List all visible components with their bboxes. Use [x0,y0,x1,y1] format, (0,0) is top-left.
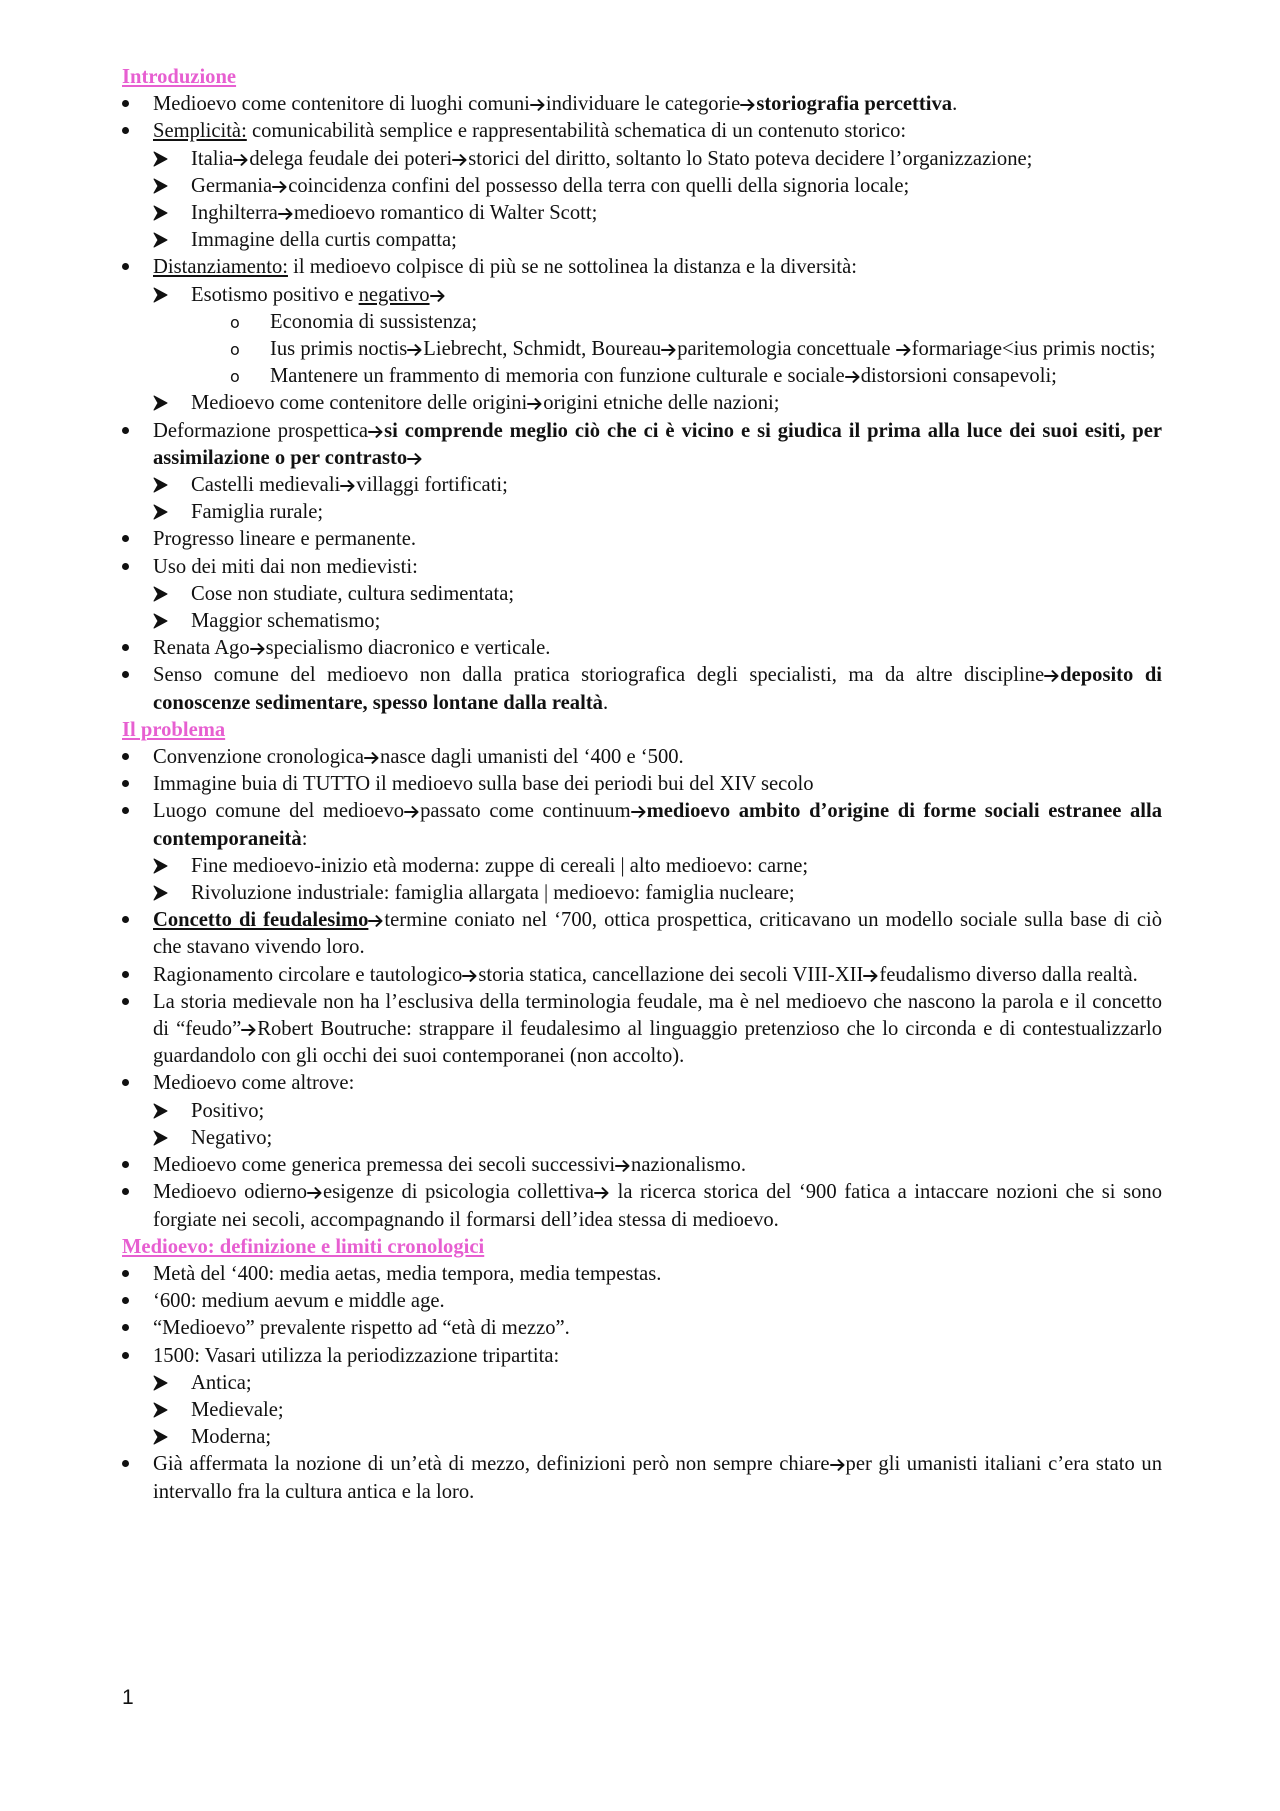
text-run: Luogo comune del medioevo [153,800,405,823]
right-arrow-icon [462,964,478,986]
sub-list-item [122,282,1162,309]
arrowhead-bullet-icon [153,1125,168,1152]
text-run: delega feudale dei poteri [249,147,453,170]
text-run: Medioevo come generica premessa dei secoli successivi [153,1154,616,1177]
text-run: Germania [191,174,273,197]
right-arrow-icon [830,1453,846,1475]
text-run: passato come continuum [420,800,631,823]
right-arrow-icon [241,1018,257,1040]
text-run: villaggi fortificati; [356,474,508,497]
text-run: si comprende meglio ciò che ci è vicino e si giudica il prima alla luce dei suoi esiti, per assimilazione o per contrasto [153,419,1163,469]
text-run: Cose non studiate, cultura sedimentata; [191,582,515,605]
list-item [122,526,1162,553]
text-run: “Medioevo” prevalente rispetto ad “età di mezzo”. [153,1317,570,1340]
arrowhead-bullet-icon [153,499,168,526]
text-run: Esotismo positivo e [191,283,359,306]
arrowhead-bullet-icon [153,282,168,309]
filled-circle-bullet-icon [122,1070,129,1097]
text-run: Deformazione prospettica [153,419,369,442]
list-item [122,554,1162,581]
sub-list-item [122,1098,1162,1125]
section-heading: Medioevo: definizione e limiti cronologici [122,1235,485,1258]
text-run: formariage<ius primis noctis; [911,338,1156,361]
arrowhead-bullet-icon [153,472,168,499]
text-run: Castelli medievali [191,474,341,497]
sub-list-item [122,227,1162,254]
sub-list-item [122,173,1162,200]
sub-list-item [122,608,1162,635]
right-arrow-icon [407,447,423,469]
text-run: Uso dei miti dai non medievisti: [153,555,418,578]
text-run: medioevo ambito d’origine di forme sociali estranee alla contemporaneità [153,800,1163,850]
text-run: Medievale; [191,1398,284,1421]
list-item [122,91,1162,118]
text-run: la ricerca storica del ‘900 fatica a intaccare nozioni che si sono forgiate nei secoli, accompagnando il formarsi dell’idea stessa di medioevo. [153,1181,1162,1231]
text-run: : [301,827,308,850]
text-run: esigenze di psicologia collettiva [323,1181,594,1204]
hollow-o-bullet-icon: o [230,340,240,360]
right-arrow-icon [661,338,677,360]
sub-list-item [122,581,1162,608]
text-run: Economia di sussistenza; [270,310,478,333]
text-run: Renata Ago [153,637,250,660]
text-run: individuare le categorie [545,93,741,116]
arrowhead-bullet-icon [153,1397,168,1424]
list-item [122,1315,1162,1342]
arrowhead-bullet-icon [153,227,168,254]
document-body [122,64,1162,1506]
filled-circle-bullet-icon [122,1288,129,1315]
filled-circle-bullet-icon [122,1343,129,1370]
list-item [122,962,1162,989]
arrowhead-bullet-icon [153,390,168,417]
text-run: storia statica, cancellazione dei secoli VIII-XII [478,963,864,986]
text-run: coincidenza confini del possesso della terra con quelli della signoria locale; [288,174,910,197]
text-run: Rivoluzione industriale: famiglia allargata | medioevo: famiglia nucleare; [191,882,795,905]
text-run: Progresso lineare e permanente. [153,528,417,551]
sub-list-item [122,499,1162,526]
text-run: Positivo; [191,1099,265,1122]
list-item [122,1070,1162,1097]
filled-circle-bullet-icon [122,526,129,553]
right-arrow-icon [250,637,266,659]
text-run: nazionalismo. [631,1154,747,1177]
text-run: Concetto di feudalesimo [153,909,369,932]
arrowhead-bullet-icon [153,200,168,227]
hollow-o-bullet-icon: o [230,312,240,332]
text-run: termine coniato nel ‘700, ottica prospettica, criticavano un modello sociale sulla base di ciò che stavano vivendo loro. [153,909,1163,959]
sub-list-item [122,1424,1162,1451]
text-run: per gli umanisti italiani c’era stato un intervallo fra la cultura antica e la loro. [153,1453,1162,1503]
filled-circle-bullet-icon [122,418,129,445]
list-item [122,1152,1162,1179]
text-run: deposito di conoscenze sedimentare, spesso lontane dalla realtà [153,664,1162,714]
filled-circle-bullet-icon [122,1179,129,1206]
text-run: feudalismo diverso dalla realtà. [879,963,1138,986]
filled-circle-bullet-icon [122,1261,129,1288]
hollow-o-bullet-icon: o [230,367,240,387]
right-arrow-icon [340,474,356,496]
right-arrow-icon [233,148,249,170]
text-run: . [602,691,609,714]
right-arrow-icon [452,148,468,170]
arrowhead-bullet-icon [153,608,168,635]
filled-circle-bullet-icon [122,771,129,798]
list-item [122,1451,1162,1505]
text-run: Moderna; [191,1426,272,1449]
sub-list-item [122,472,1162,499]
arrowhead-bullet-icon [153,173,168,200]
sub-sub-list-item [122,309,1162,336]
sub-list-item [122,200,1162,227]
text-run: distorsioni consapevoli; [860,365,1057,388]
right-arrow-icon [530,93,546,115]
arrowhead-bullet-icon [153,1370,168,1397]
list-item [122,1179,1162,1233]
list-item [122,744,1162,771]
text-run: Immagine buia di TUTTO il medioevo sulla base dei periodi bui del XIV secolo [153,773,814,796]
arrowhead-bullet-icon [153,1424,168,1451]
right-arrow-icon [896,338,912,360]
text-run: Medioevo come altrove: [153,1072,355,1095]
right-arrow-icon [368,420,384,442]
text-run: La storia medievale non ha l’esclusiva della terminologia feudale, ma è nel medioevo che nascono la parola e il concetto di “feudo” [153,990,1162,1041]
right-arrow-icon [368,909,384,931]
right-arrow-icon [307,1181,323,1203]
filled-circle-bullet-icon [122,118,129,145]
right-arrow-icon [272,175,288,197]
list-item [122,907,1162,961]
sub-list-item [122,853,1162,880]
text-run: Inghilterra [191,202,278,224]
text-run: origini etniche delle nazioni; [543,392,780,415]
text-run: Ius primis noctis [270,338,408,361]
text-run: comunicabilità semplice e rappresentabilità schematica di un contenuto storico: [246,120,907,143]
right-arrow-icon [364,746,380,768]
text-run: Fine medioevo-inizio età moderna: zuppe di cereali | alto medioevo: carne; [191,854,809,877]
arrowhead-bullet-icon [153,146,168,173]
sub-sub-list-item [122,363,1162,390]
text-run: Senso comune del medioevo non dalla pratica storiografica degli specialisti, ma da altre discipline [153,664,1045,687]
right-arrow-icon [594,1181,610,1203]
filled-circle-bullet-icon [122,989,129,1016]
right-arrow-icon [740,93,756,115]
text-run: specialismo diacronico e verticale. [265,637,551,660]
arrowhead-bullet-icon [153,880,168,907]
filled-circle-bullet-icon [122,91,129,118]
filled-circle-bullet-icon [122,635,129,662]
text-run: Metà del ‘400: media aetas, media tempora, media tempestas. [153,1262,662,1285]
text-run: storiografia percettiva [756,93,953,116]
filled-circle-bullet-icon [122,1152,129,1179]
sub-list-item [122,1125,1162,1152]
filled-circle-bullet-icon [122,1315,129,1342]
arrowhead-bullet-icon [153,581,168,608]
right-arrow-icon [631,800,647,822]
right-arrow-icon [527,392,543,414]
section-heading: Introduzione [122,66,237,88]
text-run: Ragionamento circolare e tautologico [153,963,463,986]
sub-sub-list-item [122,336,1162,363]
text-run: Antica; [191,1371,252,1394]
right-arrow-icon [278,202,294,224]
page-number: 1 [122,1686,134,1709]
right-arrow-icon [407,338,423,360]
text-run: Italia [191,147,234,170]
text-run: Robert Boutruche: strappare il feudalesimo al linguaggio pretenzioso che lo circonda e di contestualizzarlo guardandolo con gli occhi dei suoi contemporanei (non accolto). [153,1018,1163,1068]
list-item [122,771,1162,798]
text-run: Distanziamento: [153,256,288,279]
list-item [122,798,1162,852]
sub-list-item [122,146,1162,173]
list-item [122,418,1162,472]
text-run: ‘600: medium aevum e middle age. [153,1290,445,1313]
text-run: negativo [358,283,430,306]
arrowhead-bullet-icon [153,1098,168,1125]
text-run: 1500: Vasari utilizza la periodizzazione tripartita: [153,1344,560,1367]
text-run: Già affermata la nozione di un’età di mezzo, definizioni però non sempre chiare [153,1453,830,1476]
list-item [122,989,1162,1071]
list-item [122,1261,1162,1288]
text-run: Negativo; [191,1126,273,1149]
list-item [122,1343,1162,1370]
filled-circle-bullet-icon [122,798,129,825]
list-item [122,662,1162,716]
text-run: storici del diritto, soltanto lo Stato poteva decidere l’organizzazione; [468,147,1033,170]
text-run: Immagine della curtis compatta; [191,229,457,252]
list-item [122,254,1162,281]
filled-circle-bullet-icon [122,962,129,989]
text-run: . [952,93,958,116]
list-item [122,118,1162,145]
text-run: Semplicità: [153,120,247,143]
text-run: medioevo romantico di Walter Scott; [293,202,598,224]
filled-circle-bullet-icon [122,1451,129,1478]
filled-circle-bullet-icon [122,662,129,689]
filled-circle-bullet-icon [122,554,129,581]
section-heading: Il problema [122,718,226,741]
text-run: Liebrecht, Schmidt, Boureau [423,338,662,361]
text-run: Medioevo come contenitore delle origini [191,392,528,415]
sub-list-item [122,1397,1162,1424]
right-arrow-icon [1044,664,1060,686]
right-arrow-icon [404,800,420,822]
text-run: Mantenere un frammento di memoria con funzione culturale e sociale [270,365,845,388]
sub-list-item [122,1370,1162,1397]
text-run: Convenzione cronologica [153,746,365,769]
text-run: Famiglia rurale; [191,501,324,524]
text-run: il medioevo colpisce di più se ne sottolinea la distanza e la diversità: [287,256,857,279]
sub-list-item [122,880,1162,907]
right-arrow-icon [615,1154,631,1176]
filled-circle-bullet-icon [122,254,129,281]
text-run: nasce dagli umanisti del ‘400 e ‘500. [380,746,684,769]
list-item [122,1288,1162,1315]
sub-list-item [122,390,1162,417]
text-run: Medioevo come contenitore di luoghi comuni [153,93,530,116]
filled-circle-bullet-icon [122,907,129,934]
arrowhead-bullet-icon [153,853,168,880]
right-arrow-icon [863,964,879,986]
text-run: Maggior schematismo; [191,610,381,633]
text-run: Medioevo odierno [153,1181,308,1204]
text-run: paritemologia concettuale [677,338,896,361]
filled-circle-bullet-icon [122,744,129,771]
right-arrow-icon [430,284,446,306]
list-item [122,635,1162,662]
right-arrow-icon [845,365,861,387]
